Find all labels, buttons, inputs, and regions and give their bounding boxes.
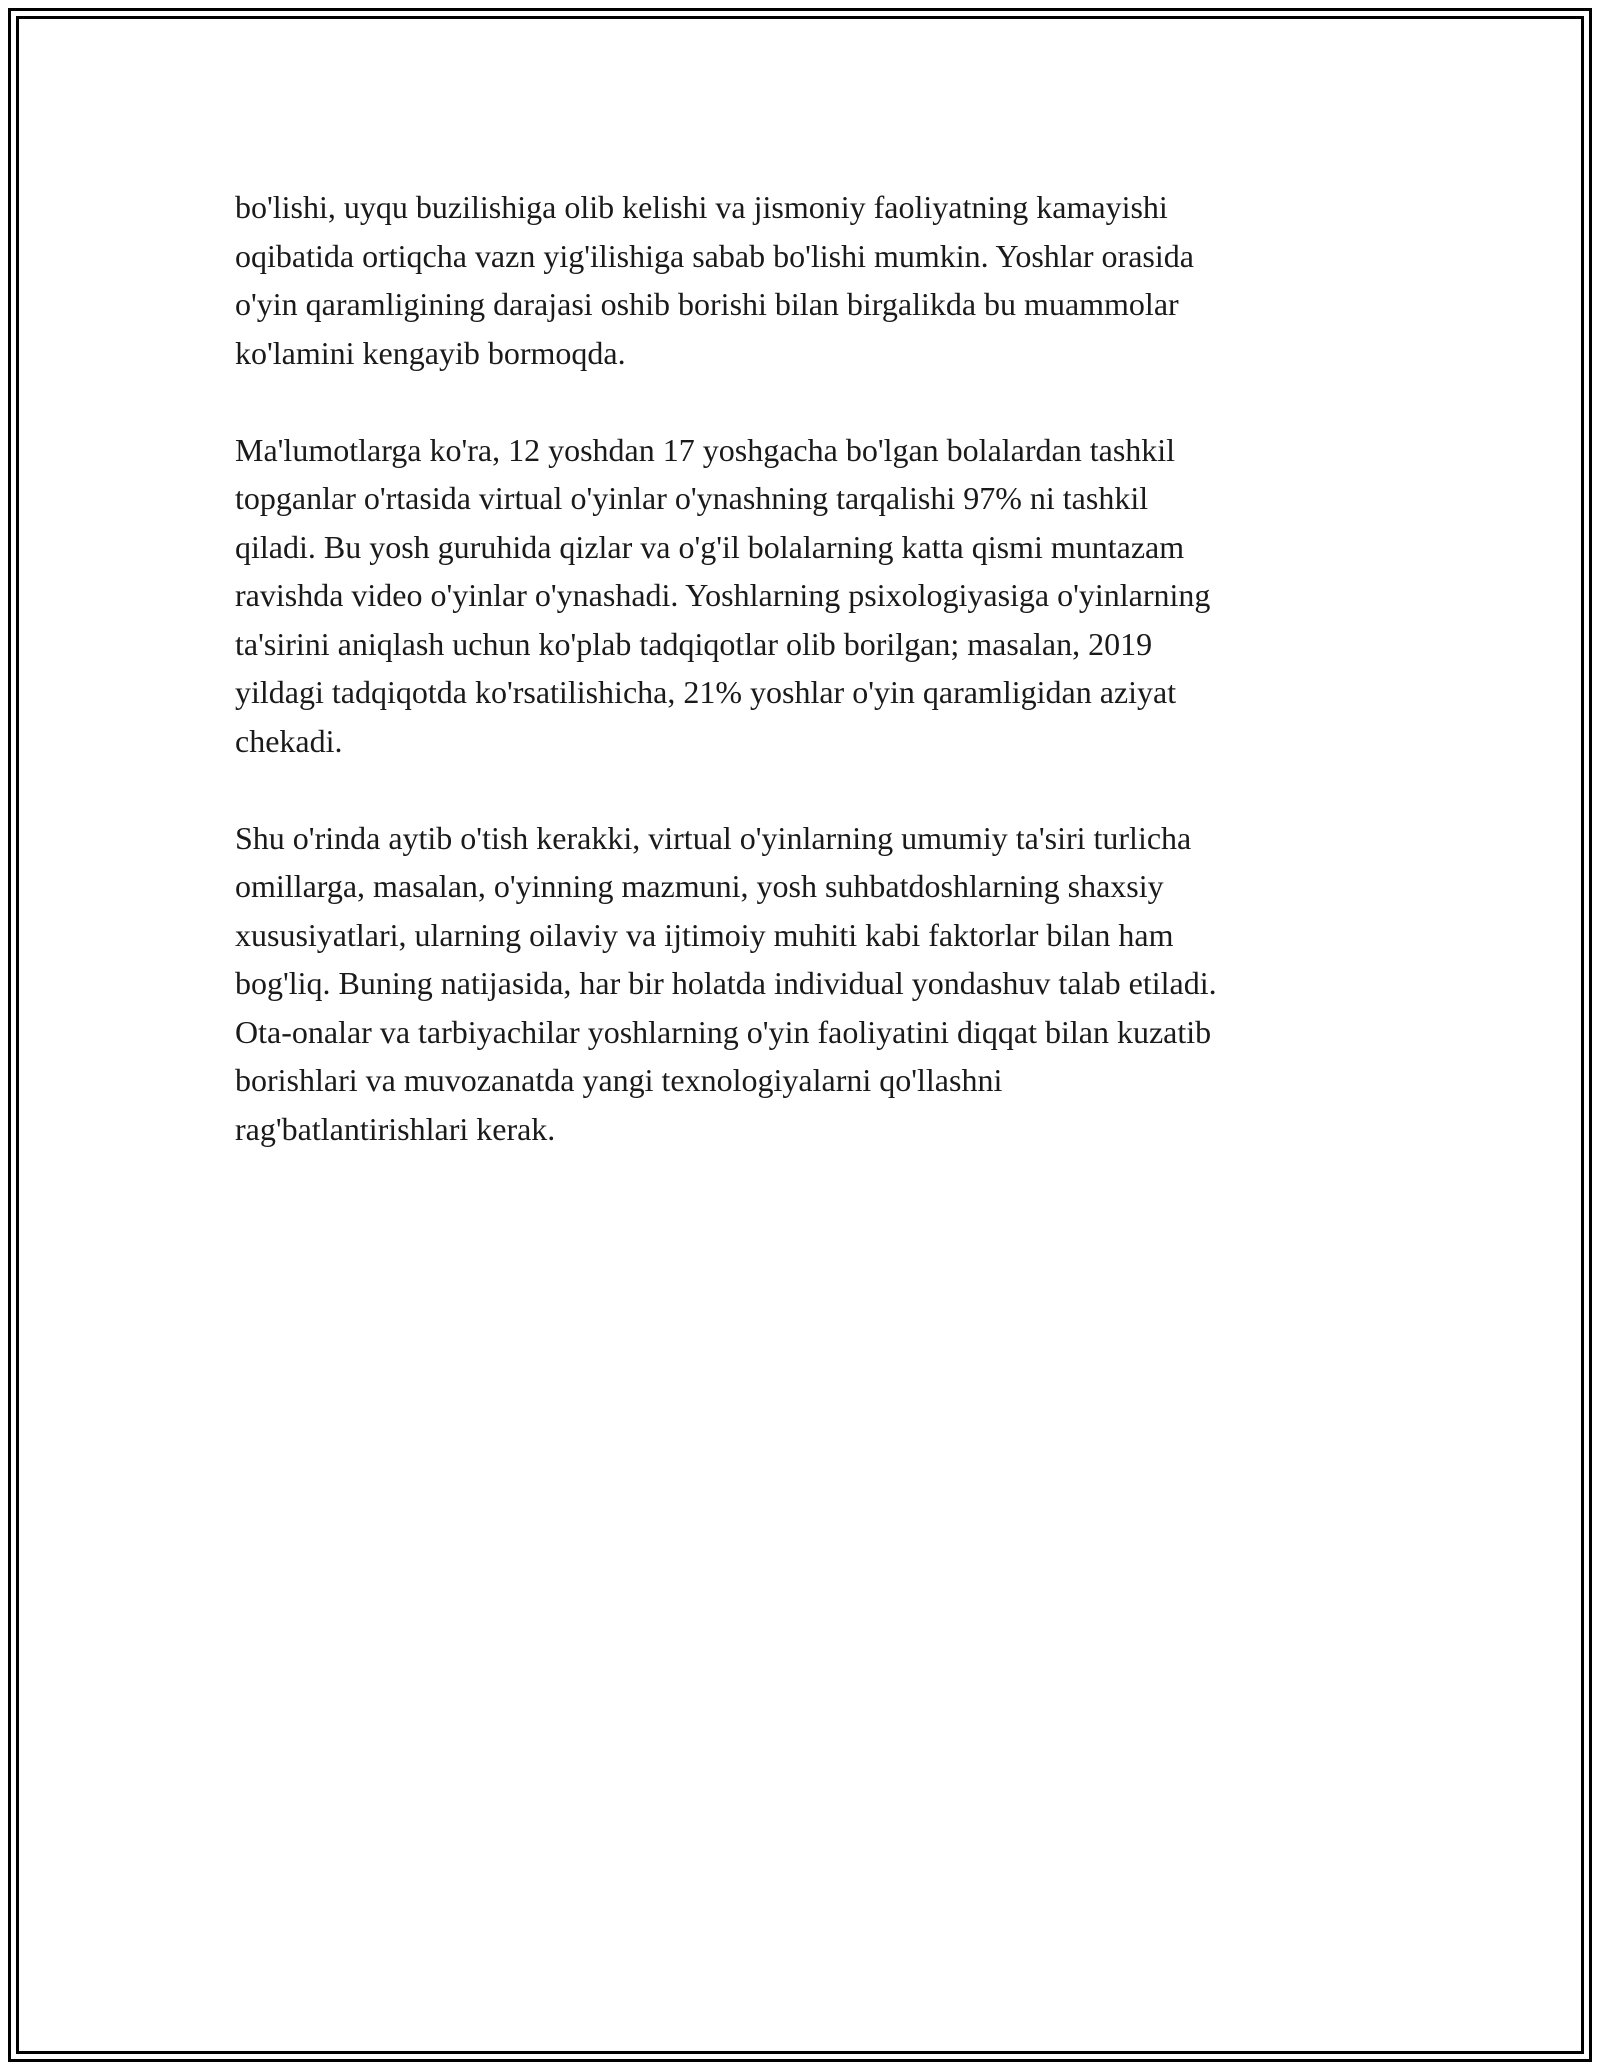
document-body xyxy=(235,183,1380,1202)
paragraph-2: Ma'lumotlarga ko'ra, 12 yoshdan 17 yoshgacha bo'lgan bolalardan tashkil topganlar o'rtasida virtual o'yinlar o'ynashning tarqalishi 97% ni tashkil qiladi. Bu yosh guruhida qizlar va o'g'il bolalarning katta qismi muntazam ravishda video o'yinlar o'ynashadi. Yoshlarning psixologiyasiga o'yinlarning ta'sirini aniqlash uchun ko'plab tadqiqotlar olib borilgan; masalan, 2019 yildagi tadqiqotda ko'rsatilishicha, 21% yoshlar o'yin qaramligidan aziyat chekadi. xyxy=(235,431,1211,759)
paragraph-3: Shu o'rinda aytib o'tish kerakki, virtual o'yinlarning umumiy ta'siri turlicha omillarga, masalan, o'yinning mazmuni, yosh suhbatdoshlarning shaxsiy xususiyatlari, ularning oilaviy va ijtimoiy muhiti kabi faktorlar bilan ham bog'liq. Buning natijasida, har bir holatda individual yondashuv talab etiladi. Ota-onalar va tarbiyachilar yoshlarning o'yin faoliyatini diqqat bilan kuzatib borishlari va muvozanatda yangi texnologiyalarni qo'llashni rag'batlantirishlari kerak. xyxy=(235,819,1217,1147)
paragraph-1: bo'lishi, uyqu buzilishiga olib kelishi va jismoniy faoliyatning kamayishi oqibatida ortiqcha vazn yig'ilishiga sabab bo'lishi mumkin. Yoshlar orasida o'yin qaramligining darajasi oshib borishi bilan birgalikda bu muammolar ko'lamini kengayib bormoqda. xyxy=(235,189,1194,371)
